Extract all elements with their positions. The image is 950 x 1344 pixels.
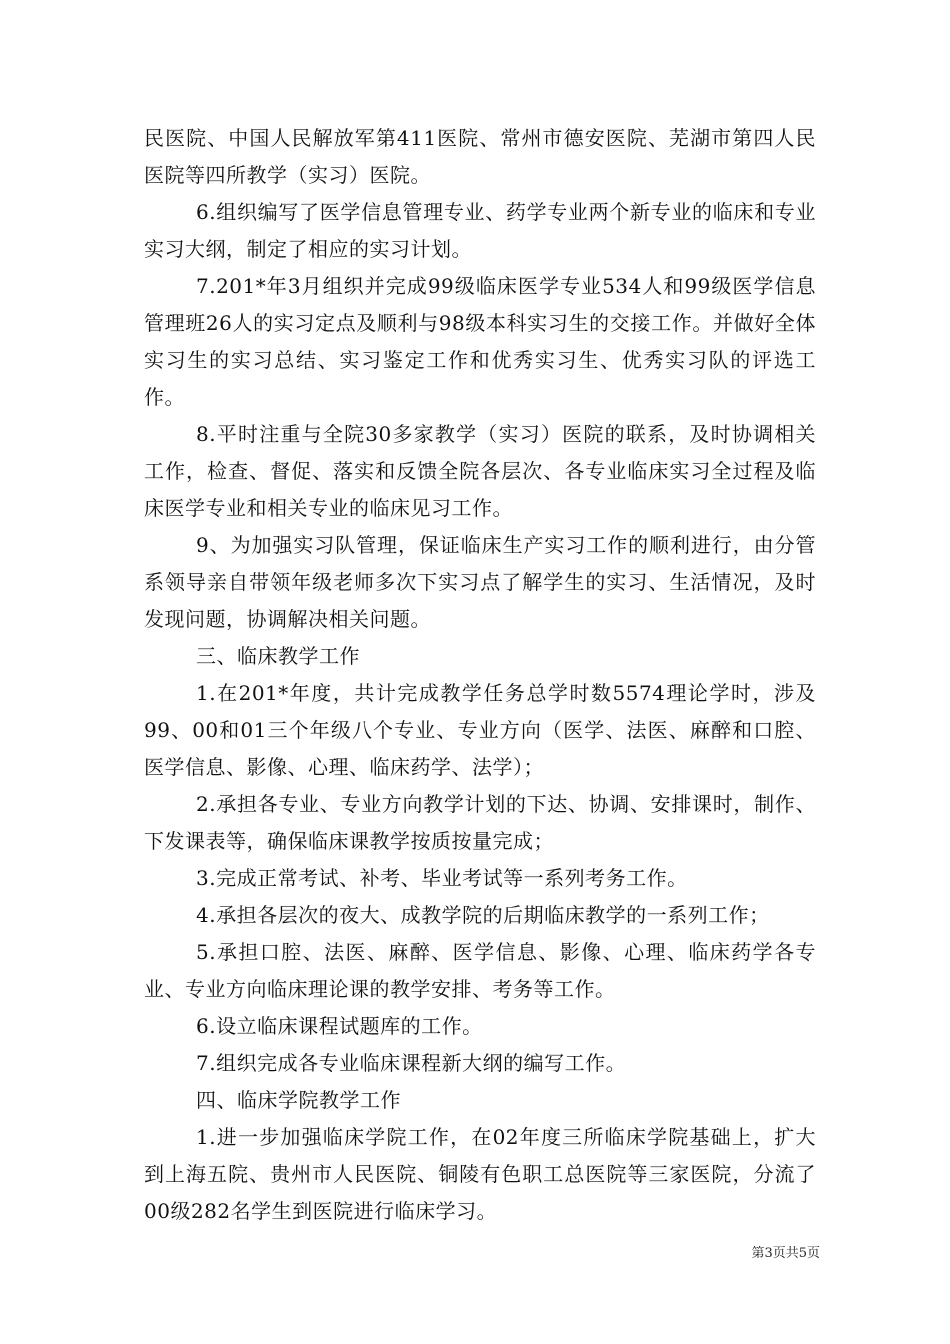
- page-number: 第3页共5页: [751, 1246, 820, 1261]
- paragraph-teaching-item-2: 2.承担各专业、专业方向教学计划的下达、协调、安排课时，制作、下发课表等，确保临床课教学按质按量完成；: [144, 792, 816, 853]
- paragraph-teaching-item-7: 7.组织完成各专业临床课程新大纲的编写工作。: [196, 1051, 627, 1075]
- paragraph-college-item-1: 1.进一步加强临床学院工作，在02年度三所临床学院基础上，扩大到上海五院、贵州市人民医院、铜陵有色职工总医院等三家医院，分流了00级282名学生到医院进行临床学习。: [144, 1125, 816, 1223]
- paragraph-item-9-management: 9、为加强实习队管理，保证临床生产实习工作的顺利进行，由分管系领导亲自带领年级老师多次下实习点了解学生的实习、生活情况，及时发现问题，协调解决相关问题。: [144, 533, 816, 631]
- paragraph-hospitals-continued: 民医院、中国人民解放军第411医院、常州市德安医院、芜湖市第四人民医院等四所教学（实习）医院。: [144, 126, 816, 187]
- section-heading-clinical-college: 四、临床学院教学工作: [196, 1088, 401, 1112]
- section-heading-clinical-teaching: 三、临床教学工作: [196, 644, 360, 668]
- paragraph-teaching-item-5: 5.承担口腔、法医、麻醉、医学信息、影像、心理、临床药学各专业、专业方向临床理论课的教学安排、考务等工作。: [144, 940, 816, 1001]
- paragraph-teaching-item-4: 4.承担各层次的夜大、成教学院的后期临床教学的一系列工作；: [196, 903, 770, 927]
- paragraph-teaching-item-6: 6.设立临床课程试题库的工作。: [196, 1014, 483, 1038]
- paragraph-item-8-contact: 8.平时注重与全院30多家教学（实习）医院的联系，及时协调相关工作，检查、督促、落实和反馈全院各层次、各专业临床实习全过程及临床医学专业和相关专业的临床见习工作。: [144, 422, 816, 520]
- paragraph-item-6-syllabus: 6.组织编写了医学信息管理专业、药学专业两个新专业的临床和专业实习大纲，制定了相应的实习计划。: [144, 200, 816, 261]
- paragraph-teaching-item-1: 1.在201*年度，共计完成教学任务总学时数5574理论学时，涉及99、00和01三个年级八个专业、专业方向（医学、法医、麻醉和口腔、医学信息、影像、心理、临床药学、法学）；: [144, 681, 816, 779]
- paragraph-item-7-internship: 7.201*年3月组织并完成99级临床医学专业534人和99级医学信息管理班26人的实习定点及顺利与98级本科实习生的交接工作。并做好全体实习生的实习总结、实习鉴定工作和优秀实习生、优秀实习队的评选工作。: [144, 274, 816, 409]
- paragraph-teaching-item-3: 3.完成正常考试、补考、毕业考试等一系列考务工作。: [196, 866, 688, 890]
- document-body: [144, 120, 816, 1230]
